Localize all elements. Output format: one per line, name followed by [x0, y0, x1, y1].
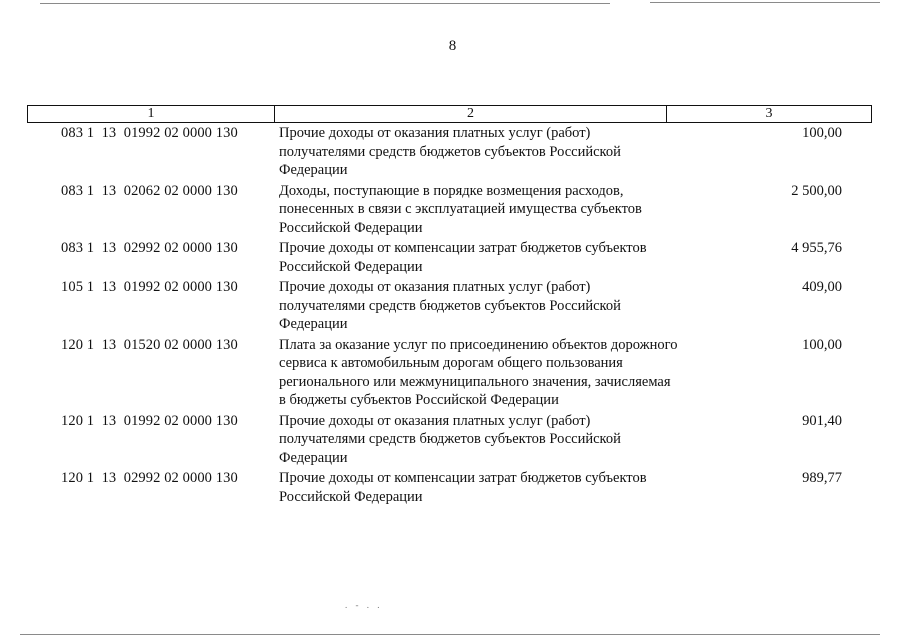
- income-code: 083 1 13 01992 02 0000 130: [61, 125, 238, 141]
- income-code: 105 1 13 01992 02 0000 130: [61, 279, 238, 295]
- column-header-3: 3: [765, 106, 773, 121]
- income-amount: 989,77: [802, 470, 842, 486]
- income-amount: 4 955,76: [791, 240, 842, 256]
- income-name: Доходы, поступающие в порядке возмещения расходов, понесенных в связи с эксплуатацией имущества субъектов Российской Федерации: [279, 182, 642, 236]
- scan-noise: . - . .: [345, 600, 383, 610]
- income-amount: 901,40: [802, 412, 842, 429]
- table-row: [27, 182, 872, 238]
- income-amount: 100,00: [802, 125, 842, 141]
- income-code: 120 1 13 01520 02 0000 130: [61, 336, 238, 353]
- scan-edge-top: [40, 3, 610, 4]
- income-code: 120 1 13 01992 02 0000 130: [61, 412, 238, 429]
- scan-edge-top-right: [650, 2, 880, 3]
- table-row: [27, 239, 872, 276]
- table-header: [27, 105, 872, 123]
- income-name: Прочие доходы от компенсации затрат бюджетов субъектов Российской Федерации: [279, 240, 647, 275]
- column-header-2: 2: [275, 106, 667, 122]
- income-amount: 100,00: [802, 336, 842, 353]
- table-row: [27, 469, 872, 506]
- column-header-1: 1: [28, 106, 275, 122]
- income-amount: 409,00: [802, 279, 842, 295]
- income-code: 083 1 13 02062 02 0000 130: [61, 182, 238, 199]
- table-row: [27, 336, 872, 410]
- income-code: 120 1 13 02992 02 0000 130: [61, 470, 238, 486]
- income-code: 083 1 13 02992 02 0000 130: [61, 240, 238, 256]
- scan-edge-bottom: [20, 634, 880, 635]
- table-row: [27, 278, 872, 334]
- income-name: Прочие доходы от оказания платных услуг (работ) получателями средств бюджетов субъектов Российской Федерации: [279, 125, 621, 178]
- income-amount: 2 500,00: [791, 182, 842, 199]
- page-number: 8: [448, 38, 457, 54]
- table-row: [27, 124, 872, 180]
- income-name: Прочие доходы от оказания платных услуг (работ) получателями средств бюджетов субъектов Российской Федерации: [279, 412, 621, 466]
- income-name: Прочие доходы от оказания платных услуг (работ) получателями средств бюджетов субъектов Российской Федерации: [279, 279, 621, 332]
- table-row: [27, 412, 872, 468]
- income-name: Прочие доходы от компенсации затрат бюджетов субъектов Российской Федерации: [279, 470, 647, 505]
- table-body: [27, 124, 872, 508]
- income-name: Плата за оказание услуг по присоединению объектов дорожного сервиса к автомобильным дорогам общего пользования регионального или межмуниципального значения, зачисляемая в бюджеты субъектов Российской Федерации: [279, 336, 678, 408]
